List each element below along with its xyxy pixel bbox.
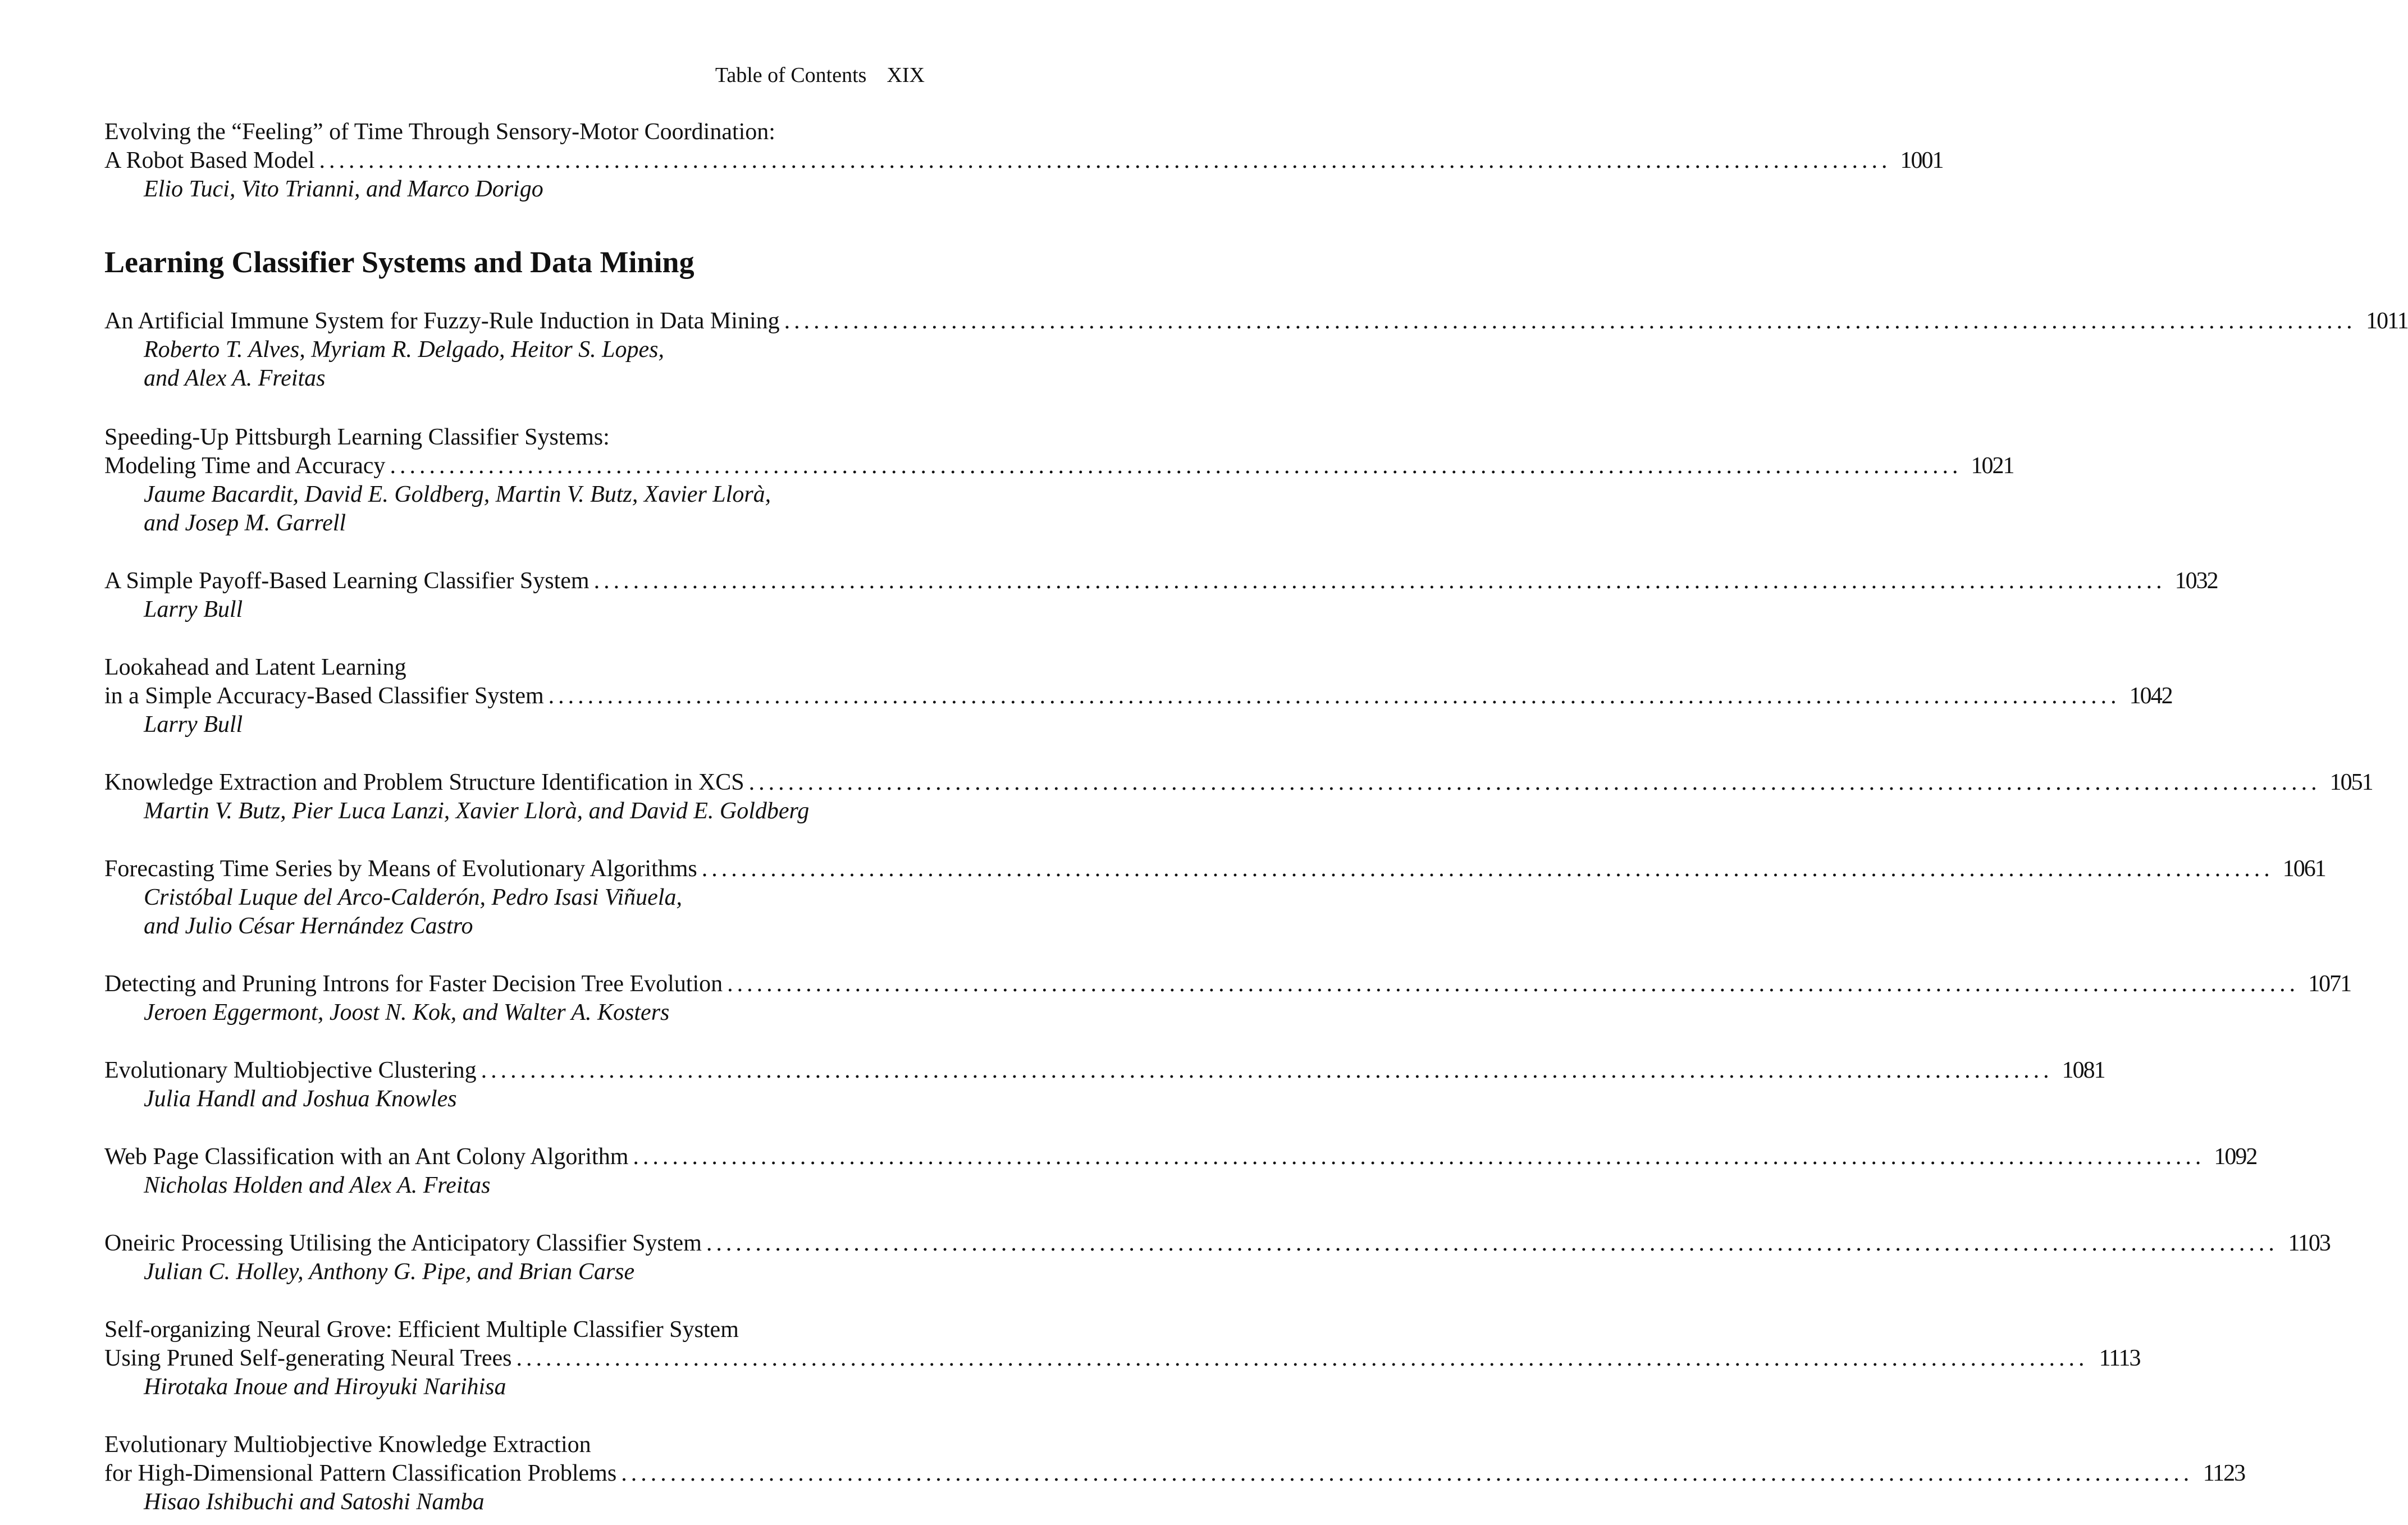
entry-title-line: Modeling Time and Accuracy <box>104 453 386 479</box>
entry-page-number: 1011 <box>2366 308 2408 334</box>
running-header-page-number: XIX <box>887 63 925 87</box>
toc-entry <box>104 653 2172 739</box>
entry-title-row <box>104 1459 2245 1488</box>
entry-page-number: 1032 <box>2174 568 2218 594</box>
entry-title-line: Speeding-Up Pittsburgh Learning Classifier Systems: <box>104 424 610 450</box>
dot-leader: ................................................................................................................................................................ <box>633 1144 2205 1170</box>
entry-title-row <box>104 146 1943 175</box>
dot-leader: ................................................................................................................................................................ <box>390 453 1962 479</box>
running-header <box>715 63 925 88</box>
toc-entry <box>104 1056 2105 1114</box>
author-line: Julia Handl and Joshua Knowles <box>144 1086 457 1112</box>
entry-title-line: Evolving the “Feeling” of Time Through Sensory-Motor Coordination: <box>104 119 775 145</box>
entry-title-row <box>104 682 2172 711</box>
toc-entry <box>104 970 2351 1027</box>
author-line: Hisao Ishibuchi and Satoshi Namba <box>144 1489 485 1515</box>
entry-page-number: 1042 <box>2129 683 2172 709</box>
table-of-contents <box>104 118 2408 1517</box>
entry-authors <box>104 711 924 739</box>
dot-leader: ................................................................................................................................................................ <box>701 856 2274 882</box>
entry-authors <box>104 1171 924 1200</box>
entry-title-row <box>104 1344 2140 1373</box>
entry-page-number: 1103 <box>2288 1230 2330 1256</box>
toc-entry <box>104 118 1943 204</box>
entry-authors <box>104 1258 924 1286</box>
dot-leader: ................................................................................................................................................................ <box>481 1057 2053 1083</box>
entry-title-line: Evolutionary Multiobjective Clustering <box>104 1057 477 1083</box>
dot-leader: ................................................................................................................................................................ <box>548 683 2121 709</box>
author-line: Jaume Bacardit, David E. Goldberg, Martin V. Butz, Xavier Llorà, <box>144 482 771 507</box>
entry-authors <box>104 1373 924 1402</box>
entry-page-number: 1071 <box>2308 971 2351 997</box>
running-header-title: Table of Contents <box>715 63 867 87</box>
entry-title-row <box>104 855 2325 883</box>
entry-authors <box>104 1488 924 1517</box>
entry-page-number: 1113 <box>2099 1345 2140 1371</box>
entry-page-number: 1021 <box>1971 453 2014 479</box>
author-line: Cristóbal Luque del Arco-Calderón, Pedro Isasi Viñuela, <box>144 885 682 910</box>
entry-title-line: Web Page Classification with an Ant Colony Algorithm <box>104 1144 629 1170</box>
dot-leader: ................................................................................................................................................................ <box>621 1460 2194 1486</box>
entry-title-line: Knowledge Extraction and Problem Structure Identification in XCS <box>104 770 744 795</box>
entry-title-line: Forecasting Time Series by Means of Evolutionary Algorithms <box>104 856 697 882</box>
toc-entry <box>104 567 2218 624</box>
entry-authors <box>104 480 924 538</box>
entry-title-line: A Simple Payoff-Based Learning Classifier System <box>104 568 590 594</box>
toc-entry <box>104 1431 2245 1517</box>
entry-page-number: 1001 <box>1900 148 1943 173</box>
entry-title-line: for High-Dimensional Pattern Classification Problems <box>104 1460 617 1486</box>
entry-title-row <box>104 768 2373 797</box>
dot-leader: ................................................................................................................................................................ <box>727 971 2300 997</box>
entry-authors <box>104 1085 924 1114</box>
dot-leader: ................................................................................................................................................................ <box>593 568 2166 594</box>
entry-authors <box>104 797 924 826</box>
toc-entry <box>104 1316 2140 1402</box>
author-line: Larry Bull <box>144 597 243 622</box>
dot-leader: ................................................................................................................................................................ <box>516 1345 2089 1371</box>
entry-title-row <box>104 452 2014 480</box>
author-line: and Alex A. Freitas <box>144 365 326 391</box>
author-line: Julian C. Holley, Anthony G. Pipe, and Brian Carse <box>144 1259 635 1285</box>
section-heading: Learning Classifier Systems and Data Mining <box>104 245 694 279</box>
toc-entry <box>104 307 2408 393</box>
entry-title-line: Detecting and Pruning Introns for Faster Decision Tree Evolution <box>104 971 723 997</box>
author-line: and Julio César Hernández Castro <box>144 913 473 939</box>
entry-title-row <box>104 307 2408 336</box>
author-line: Jeroen Eggermont, Joost N. Kok, and Walter A. Kosters <box>144 1000 670 1025</box>
entry-title-line: Oneiric Processing Utilising the Anticipatory Classifier System <box>104 1230 702 1256</box>
entry-page-number: 1092 <box>2214 1144 2257 1170</box>
entry-title-line: in a Simple Accuracy-Based Classifier System <box>104 683 544 709</box>
author-line: Martin V. Butz, Pier Luca Lanzi, Xavier Llorà, and David E. Goldberg <box>144 798 810 824</box>
entry-page-number: 1061 <box>2282 856 2325 882</box>
author-line: Nicholas Holden and Alex A. Freitas <box>144 1173 491 1198</box>
entry-title-row <box>104 1229 2330 1258</box>
entry-title-line: Using Pruned Self-generating Neural Trees <box>104 1345 512 1371</box>
entry-title-row <box>104 567 2218 596</box>
entry-title-row <box>104 1056 2105 1085</box>
toc-entry <box>104 768 2373 826</box>
toc-entry <box>104 1229 2330 1286</box>
dot-leader: ................................................................................................................................................................ <box>784 308 2356 334</box>
entry-page-number: 1051 <box>2329 770 2373 795</box>
entry-title-row <box>104 1143 2257 1171</box>
entry-authors <box>104 175 924 204</box>
toc-entry <box>104 1143 2257 1200</box>
author-line: Hirotaka Inoue and Hiroyuki Narihisa <box>144 1374 506 1400</box>
entry-title-line: Evolutionary Multiobjective Knowledge Extraction <box>104 1432 591 1458</box>
entry-page-number: 1081 <box>2062 1057 2105 1083</box>
entry-authors <box>104 999 924 1027</box>
author-line: Elio Tuci, Vito Trianni, and Marco Dorigo <box>144 176 543 202</box>
entry-title-line: A Robot Based Model <box>104 148 315 173</box>
author-line: Larry Bull <box>144 712 243 738</box>
author-line: and Josep M. Garrell <box>144 510 346 536</box>
entry-title-line: Self-organizing Neural Grove: Efficient Multiple Classifier System <box>104 1317 739 1343</box>
entry-title-row <box>104 970 2351 999</box>
dot-leader: ................................................................................................................................................................ <box>748 770 2321 795</box>
toc-entry <box>104 423 2014 538</box>
dot-leader: ................................................................................................................................................................ <box>319 148 1891 173</box>
dot-leader: ................................................................................................................................................................ <box>706 1230 2278 1256</box>
entry-title-line: An Artificial Immune System for Fuzzy-Rule Induction in Data Mining <box>104 308 780 334</box>
entry-authors <box>104 596 924 624</box>
entry-page-number: 1123 <box>2203 1460 2245 1486</box>
entry-authors <box>104 883 924 941</box>
author-line: Roberto T. Alves, Myriam R. Delgado, Heitor S. Lopes, <box>144 337 665 363</box>
toc-entry <box>104 855 2325 941</box>
entry-title-line: Lookahead and Latent Learning <box>104 654 406 680</box>
entry-authors <box>104 336 924 393</box>
